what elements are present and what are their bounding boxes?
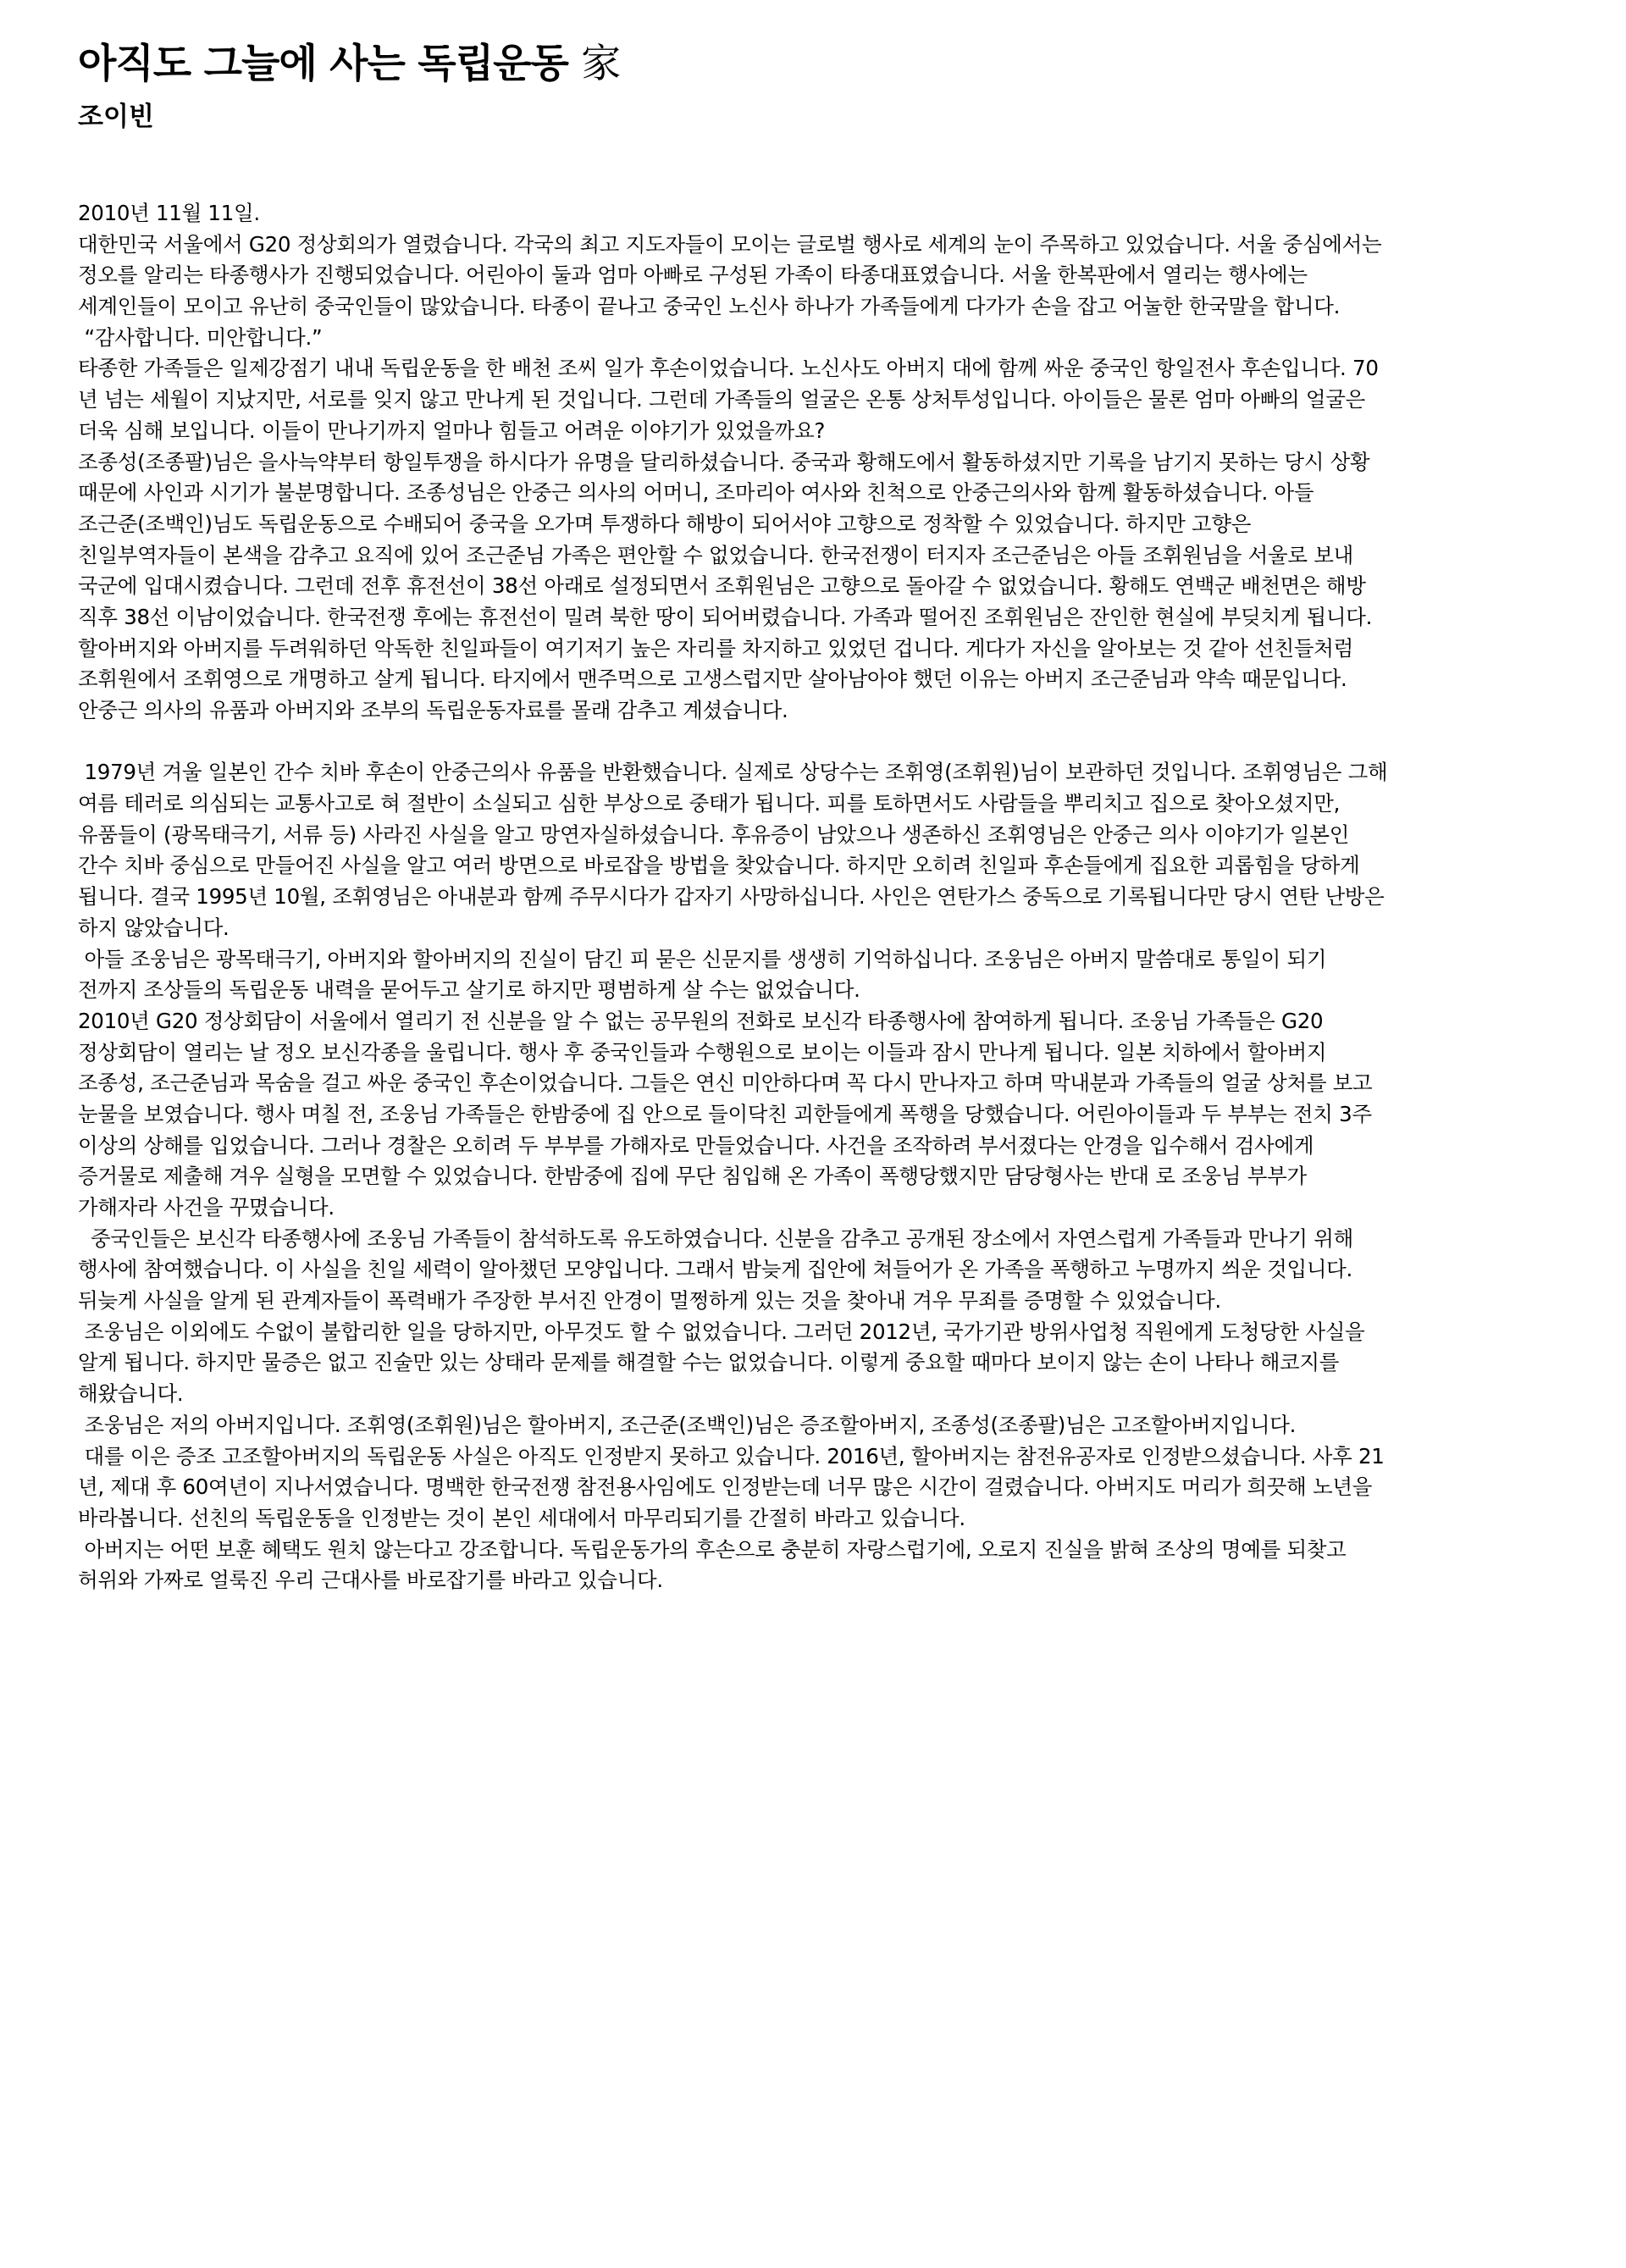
body-line: 행사에 참여했습니다. 이 사실을 친일 세력이 알아챘던 모양입니다. 그래서 밤늦게 집안에 쳐들어가 온 가족을 폭행하고 누명까지 씌운 것입니다.: [78, 1257, 1353, 1282]
body-line: 안중근 의사의 유품과 아버지와 조부의 독립운동자료를 몰래 감추고 계셨습니다.: [78, 698, 788, 722]
body-line: 국군에 입대시켰습니다. 그런데 전후 휴전선이 38선 아래로 설정되면서 조휘원님은 고향으로 돌아갈 수 없었습니다. 황해도 연백군 배천면은 해방: [78, 573, 1366, 599]
body-line: 증거물로 제출해 겨우 실형을 모면할 수 있었습니다. 한밤중에 집에 무단 침입해 온 가족이 폭행당했지만 담당형사는 반대 로 조웅님 부부가: [78, 1164, 1307, 1189]
body-line: 바라봅니다. 선친의 독립운동을 인정받는 것이 본인 세대에서 마무리되기를 간절히 바라고 있습니다.: [78, 1505, 965, 1530]
body-line: 년 넘는 세월이 지났지만, 서로를 잊지 않고 만나게 된 것입니다. 그런데 가족들의 얼굴은 온통 상처투성입니다. 아이들은 물론 엄마 아빠의 얼굴은: [78, 387, 1366, 412]
body-line: 아버지는 어떤 보훈 혜택도 원치 않는다고 강조합니다. 독립운동가의 후손으로 충분히 자랑스럽기에, 오로지 진실을 밝혀 조상의 명예를 되찾고: [78, 1536, 1347, 1562]
body-line: 알게 됩니다. 하지만 물증은 없고 진술만 있는 상태라 문제를 해결할 수는 없었습니다. 이렇게 중요할 때마다 보이지 않는 손이 나타나 해코지를: [78, 1350, 1340, 1375]
body-line: 친일부역자들이 본색을 감추고 요직에 있어 조근준님 가족은 편안할 수 없었습니다. 한국전쟁이 터지자 조근준님은 아들 조휘원님을 서울로 보내: [78, 542, 1353, 567]
body-line: 뒤늦게 사실을 알게 된 관계자들이 폭력배가 주장한 부서진 안경이 멀쩡하게 있는 것을 찾아내 겨우 무죄를 증명할 수 있었습니다.: [78, 1288, 1221, 1314]
body-line: 간수 치바 중심으로 만들어진 사실을 알고 여러 방면으로 바로잡을 방법을 찾았습니다. 하지만 오히려 친일파 후손들에게 집요한 괴롭힘을 당하게: [78, 853, 1360, 878]
body-line: 이상의 상해를 입었습니다. 그러나 경찰은 오히려 두 부부를 가해자로 만들었습니다. 사건을 조작하려 부서졌다는 안경을 입수해서 검사에게: [78, 1132, 1314, 1158]
body-line: 허위와 가짜로 얼룩진 우리 근대사를 바로잡기를 바라고 있습니다.: [78, 1568, 663, 1593]
body-line: 중국인들은 보신각 타종행사에 조웅님 가족들이 참석하도록 유도하였습니다. 신분을 감추고 공개된 장소에서 자연스럽게 가족들과 만나기 위해: [78, 1225, 1353, 1251]
article-title: [78, 34, 1562, 95]
body-line: 눈물을 보였습니다. 행사 며칠 전, 조웅님 가족들은 한밤중에 집 안으로 들이닥친 괴한들에게 폭행을 당했습니다. 어린아이들과 두 부부는 전치 3주: [78, 1101, 1372, 1126]
body-line: 조근준(조백인)님도 독립운동으로 수배되어 중국을 오가며 투쟁하다 해방이 되어서야 고향으로 정착할 수 있었습니다. 하지만 고향은: [78, 511, 1252, 536]
body-line: 아들 조웅님은 광목태극기, 아버지와 할아버지의 진실이 담긴 피 묻은 신문지를 생생히 기억하십니다. 조웅님은 아버지 말씀대로 통일이 되기: [78, 946, 1327, 971]
title-text: 아직도 그늘에 사는 독립운동: [78, 41, 568, 87]
body-line: 대한민국 서울에서 G20 정상회의가 열렸습니다. 각국의 최고 지도자들이 모이는 글로벌 행사로 세계의 눈이 주목하고 있었습니다. 서울 중심에서는: [78, 231, 1382, 257]
body-line: 전까지 조상들의 독립운동 내력을 묻어두고 살기로 하지만 평범하게 살 수는 없었습니다.: [78, 977, 860, 1003]
body-line: 정오를 알리는 타종행사가 진행되었습니다. 어린아이 둘과 엄마 아빠로 구성된 가족이 타종대표였습니다. 서울 한복판에서 열리는 행사에는: [78, 263, 1308, 288]
body-line: 더욱 심해 보입니다. 이들이 만나기까지 얼마나 힘들고 어려운 이야기가 있었을까요?: [78, 418, 826, 443]
body-line: 1979년 겨울 일본인 간수 치바 후손이 안중근의사 유품을 반환했습니다. 실제로 상당수는 조휘영(조휘원)님이 보관하던 것입니다. 조휘영님은 그해: [78, 760, 1388, 785]
body-line: 세계인들이 모이고 유난히 중국인들이 많았습니다. 타종이 끝나고 중국인 노신사 하나가 가족들에게 다가가 손을 잡고 어눌한 한국말을 합니다.: [78, 294, 1341, 319]
title-hanja: 家: [581, 41, 621, 87]
body-line: 2010년 G20 정상회담이 서울에서 열리기 전 신분을 알 수 없는 공무원의 전화로 보신각 타종행사에 참여하게 됩니다. 조웅님 가족들은 G20: [78, 1008, 1324, 1033]
body-line: 됩니다. 결국 1995년 10월, 조휘영님은 아내분과 함께 주무시다가 갑자기 사망하십니다. 사인은 연탄가스 중독으로 기록됩니다만 당시 연탄 난방은: [78, 884, 1385, 910]
body-line: 정상회담이 열리는 날 정오 보신각종을 울립니다. 행사 후 중국인들과 수행원으로 보이는 이들과 잠시 만나게 됩니다. 일본 치하에서 할아버지: [78, 1039, 1327, 1065]
body-line: 조휘원에서 조휘영으로 개명하고 살게 됩니다. 타지에서 맨주먹으로 고생스럽지만 살아남아야 했던 이유는 아버지 조근준님과 약속 때문입니다.: [78, 667, 1347, 692]
body-line: 직후 38선 이남이었습니다. 한국전쟁 후에는 휴전선이 밀려 북한 땅이 되어버렸습니다. 가족과 떨어진 조휘원님은 잔인한 현실에 부딪치게 됩니다.: [78, 604, 1373, 629]
body-line: 년, 제대 후 60여년이 지나서였습니다. 명백한 한국전쟁 참전용사임에도 인정받는데 너무 많은 시간이 걸렸습니다. 아버지도 머리가 희끗해 노년을: [78, 1474, 1373, 1500]
body-line: 해왔습니다.: [78, 1381, 184, 1407]
body-line: 여름 테러로 의심되는 교통사고로 혀 절반이 소실되고 심한 부상으로 중태가 됩니다. 피를 토하면서도 사람들을 뿌리치고 집으로 찾아오셨지만,: [78, 791, 1341, 816]
body-line: 가해자라 사건을 꾸몄습니다.: [78, 1195, 335, 1220]
document-page: [78, 34, 1562, 1596]
body-line: 대를 이은 증조 고조할아버지의 독립운동 사실은 아직도 인정받지 못하고 있습니다. 2016년, 할아버지는 참전유공자로 인정받으셨습니다. 사후 21: [78, 1443, 1385, 1469]
body-line: 조웅님은 저의 아버지입니다. 조휘영(조휘원)님은 할아버지, 조근준(조백인)님은 증조할아버지, 조종성(조종팔)님은 고조할아버지입니다.: [78, 1412, 1297, 1437]
body-line: 조웅님은 이외에도 수없이 불합리한 일을 당하지만, 아무것도 할 수 없었습니다. 그러던 2012년, 국가기관 방위사업청 직원에게 도청당한 사실을: [78, 1319, 1365, 1344]
body-line: 유품들이 (광목태극기, 서류 등) 사라진 사실을 알고 망연자실하셨습니다. 후유증이 남았으나 생존하신 조휘영님은 안중근 의사 이야기가 일본인: [78, 821, 1350, 847]
body-line: “감사합니다. 미안합니다.”: [78, 324, 323, 350]
body-line: 2010년 11월 11일.: [78, 201, 260, 225]
blank-line: [78, 727, 1562, 758]
article-author: 조이빈: [78, 102, 154, 132]
body-line: 할아버지와 아버지를 두려워하던 악독한 친일파들이 여기저기 높은 자리를 차지하고 있었던 겁니다. 게다가 자신을 알아보는 것 같아 선친들처럼: [78, 635, 1353, 661]
body-line: 하지 않았습니다.: [78, 915, 230, 940]
body-line: 타종한 가족들은 일제강점기 내내 독립운동을 한 배천 조씨 일가 후손이었습니다. 노신사도 아버지 대에 함께 싸운 중국인 항일전사 후손입니다. 70: [78, 356, 1379, 381]
body-line: 조종성(조종팔)님은 을사늑약부터 항일투쟁을 하시다가 유명을 달리하셨습니다. 중국과 황해도에서 활동하셨지만 기록을 남기지 못하는 당시 상황: [78, 449, 1370, 474]
article-body: [78, 198, 1562, 1596]
body-line: 때문에 사인과 시기가 불분명합니다. 조종성님은 안중근 의사의 어머니, 조마리아 여사와 친척으로 안중근의사와 함께 활동하셨습니다. 아들: [78, 480, 1314, 506]
body-line: 조종성, 조근준님과 목숨을 걸고 싸운 중국인 후손이었습니다. 그들은 연신 미안하다며 꼭 다시 만나자고 하며 막내분과 가족들의 얼굴 상처를 보고: [78, 1070, 1373, 1096]
